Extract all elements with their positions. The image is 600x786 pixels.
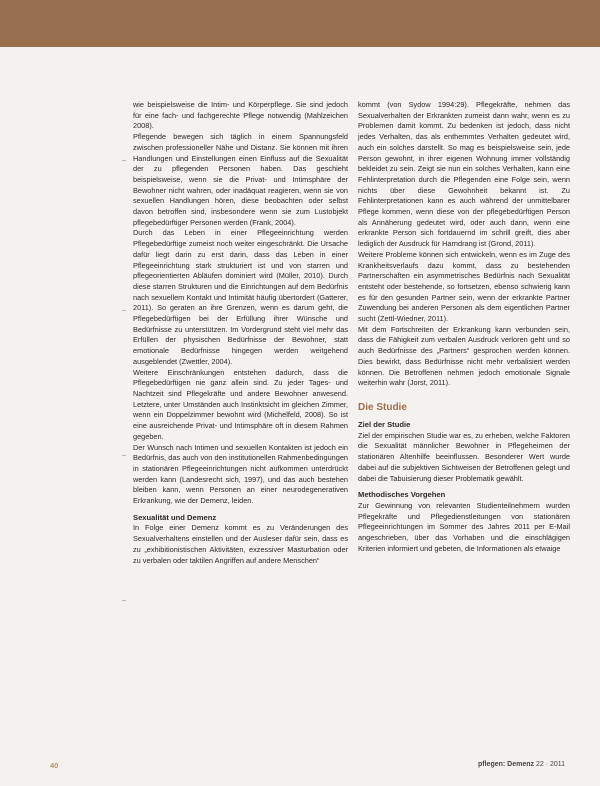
footer-magazine bbox=[478, 761, 565, 768]
body-paragraph: Durch das Leben in einer Pflegeeinrichtung werden Pflegebedürftige zumeist noch weiter eingeschränkt. Die Ursache dafür liegt darin zu erst darin, dass das Leben in einer Pflegeeinrichtung stark strukturiert ist und von starren und pflegeorientierten Abläufen dominiert wird (Müller, 2010). Durch diese starren Strukturen und die Einrichtungen auf dem Bedürfnis nach sexuellem Kontakt und Intimität häufig übertordert (Gatterer, 2011). So geraten an ihre Grenzen, wenn es darum geht, die Pflegebedürftigen bei der Erfüllung ihrer Wünsche und Bedürfnisse zu unterstützen. Im Vordergrund steht viel mehr das Erfüllen der physischen Bedürfnisse der Bewohner, statt emotionale Bedürfnisse hingegen werden weitgehend ausgeblendet (Zwettler, 2004). bbox=[133, 228, 348, 366]
subheading-ziel: Ziel der Studie bbox=[358, 419, 411, 429]
margin-tick bbox=[122, 310, 126, 311]
issue-number: 22 · 2011 bbox=[535, 761, 566, 768]
margin-tick bbox=[122, 455, 126, 456]
body-paragraph: Pflegende bewegen sich täglich in einem Spannungsfeld zwischen professioneller Nähe und Distanz. Sie können mit ihren Handlungen und Einstellungen einen Einfluss auf die Sexualität der zu pflegenden Personen haben. Das geschieht beispielsweise, wenn sie die Privat- und Intimsphäre der Bewohner nicht wahren, oder inadäquat reagieren, wenn sie von sexuellen Handlungen hören, diese beobachten oder selbst davon betroffen sind, insbesondere wenn sie zum Lustobjekt pflegebedürftiger Personen werden (Frank, 2004). bbox=[133, 132, 348, 227]
left-column bbox=[133, 100, 348, 566]
subheading-sexualitaet-demenz: Sexualität und Demenz bbox=[133, 512, 217, 522]
right-column bbox=[358, 100, 570, 554]
body-paragraph: Ziel der empirischen Studie war es, zu erheben, welche Faktoren die Sexualität männlicher Bewohner in Pflegeheimen der stationären Altenhilfe beeinflussen. Besonderer Wert wurde dabei auf die subjektiven Sichtweisen der Betroffenen gelegt und dabei die Tabuisierung dieser Problematik gewählt. bbox=[358, 430, 570, 483]
margin-tick bbox=[122, 600, 126, 601]
subheading-methodisches-vorgehen: Methodisches Vorgehen bbox=[358, 490, 446, 500]
body-paragraph: Weitere Einschränkungen entstehen dadurch, dass die Pflegebedürftigen nie ganz allein sind. Zu jeder Tages- und Nachtzeit sind Pflegekräfte und andere Bewohner anwesend. Letztere, unter Umständen auch Instinktsicht im gleichen Zimmer, wenn ein Doppelzimmer bewohnt wird (Michelfeld, 2008). So ist eine ausreichende Privat- und Intimsphäre oft in diesem Rahmen gegeben. bbox=[133, 367, 348, 441]
page-number: 40 bbox=[50, 761, 59, 770]
body-paragraph: Weitere Probleme können sich entwickeln, wenn es im Zuge des Krankheitsverlaufs dazu kommt, dass zu bestehenden Partnerschaften ein asymmetrisches Bedürfnis nach Sexualität entsteht oder bestehende, so fortsetzen, ebenso schwierig kann es für den gesunden Partner sein, wenn der erkrankte Partner Zuwendung bei anderen Personen als dem eigentlichen Partner sucht (Zettl-Wiedner, 2011). bbox=[358, 249, 570, 324]
body-paragraph: Mit dem Fortschreiten der Erkrankung kann verbunden sein, dass die Fähigkeit zum verbalen Ausdruck verloren geht und so auch Bedürfnisse des „Partners“ gesprochen werden können. Dies bewirkt, dass Bedürfnisse nicht mehr verbalisiert werden können. Die Betroffenen nehmen jedoch emotionale Signale weiterhin wahr (Jorst, 2011). bbox=[358, 324, 570, 388]
magazine-title: pflegen: Demenz bbox=[478, 761, 535, 768]
section-heading-studie: Die Studie bbox=[358, 401, 407, 413]
body-paragraph: Zur Gewinnung von relevanten Studienteilnehmern wurden Pflegekräfte und Pflegedienstleitungen von stationären Pflegeeinrichtungen im Sommer des Jahres 2011 per E-Mail angeschrieben, über das Vorhaben und die einschlägigen Kriterien informiert und gebeten, die Informationen als etwaige bbox=[358, 500, 570, 553]
body-paragraph: In Folge einer Demenz kommt es zu Veränderungen des Sexualverhaltens einstellen und der Ausleser dafür sein, dass es zu „exhibitionistischen Aktivitäten, exzessiver Masturbation oder zu verbalen oder taktilen Angriffen auf andere Menschen“ bbox=[133, 523, 348, 565]
body-paragraph: wie beispielsweise die Intim- und Körperpflege. Sie sind jedoch für eine fach- und fachgerechte Pflege notwendig (Mahlzeichen 2008). bbox=[133, 100, 348, 131]
body-paragraph: kommt (von Sydow 1994:29). Pflegekräfte, nehmen das Sexualverhalten der Erkrankten zumeist dann wahr, wenn es zu Problemen damit kommt. Zu bedenken ist jedoch, dass nicht jedes Verhalten, das als enthemmtes Verhalten gedeutet wird, auch ein solches darstellt. So mag es beispielsweise sein, jede Person gewohnt, in ihrer eigenen Wohnung immer vollständig bekleidet zu sein. Zeigt sie nun ein solches Verhalten, kann eine Fehlinterpretation durch die Pflegenden eine Folge sein, wenn nichts über diese Gewohnheit bekannt ist. Zu Fehlinterpretationen kann es auch während der unmittelbarer Pflege kommen, wenn diese von der pflegebedürftigen Person als Annäherung gedeutet wird, oder auch dann, wenn eine erkrankte Person sich fortdauernd im schrill greift, dies aber lediglich der Ausdruck für Harndrang ist (Grond, 2011). bbox=[358, 100, 570, 249]
body-paragraph: Der Wunsch nach Intimen und sexuellen Kontakten ist jedoch ein Bedürfnis, das auch von den institutionellen Rahmenbedingungen in stationären Pflegeeinrichtungen nicht aufkommen unterdrückt werden kann (Landesrecht sich, 1997), und das auch bestehen bleiben kann, wenn Personen an einer neurodegenerativen Erkrankung, wie der Demenz, leiden. bbox=[133, 442, 348, 506]
margin-tick bbox=[122, 160, 126, 161]
header-color-band bbox=[0, 0, 600, 47]
